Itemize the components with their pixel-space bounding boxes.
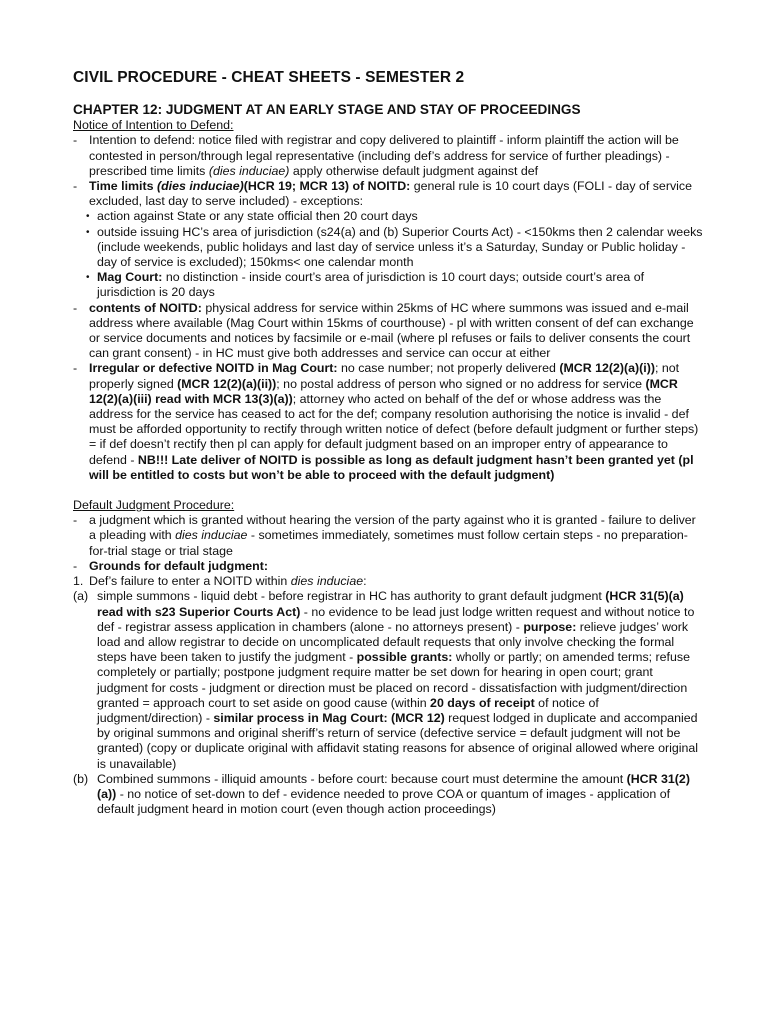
dash-marker: - xyxy=(73,133,78,148)
sub-list-item: • Mag Court: no distinction - inside court’s area of jurisdiction is 10 court days; outside court’s area of jurisdiction is 20 days xyxy=(86,270,645,300)
lettered-item: (a) simple summons - liquid debt - before registrar in HC has authority to grant default judgment (HCR 31(5)(a) read with s23 Superior Courts Act) - no evidence to be lead just lodge written request and without notice to def - registrar assess application in chambers (alone - no attorneys present) - purpose: relieve judges’ work load and allow registrar to decide on uncomplicated default requests that only involve checking the formal steps have been taken to justify the judgment - possible grants: wholly or partly; on amended terms; refuse completely or partially; postpone judgment require matter be set down for hearing in open court; grant judgment for costs - judgment or direction must be placed on record - dissatisfaction with judgment/direction granted = approach court to set aside on good cause (within 20 days of receipt of notice of judgment/direction) - similar process in Mag Court: (MCR 12) request lodged in duplicate and accompanied by original summons and original sheriff’s return of service (defective service = default judgment will not be granted) (copy or duplicate original with affidavit stating reasons for absence of original allowed where original is unavailable) xyxy=(73,589,699,771)
dash-marker: - xyxy=(73,558,78,573)
list-item: - a judgment which is granted without hearing the version of the party against who it is granted - failure to deliver a pleading with dies induciae - sometimes immediately, sometimes must follow certain steps - no preparation-for-trial stage or trial stage xyxy=(73,513,696,558)
document-title: CIVIL PROCEDURE - CHEAT SHEETS - SEMESTER 2 xyxy=(73,69,465,86)
dash-marker: - xyxy=(73,179,78,194)
list-item: - Intention to defend: notice filed with registrar and copy delivered to plaintiff - inform plaintiff the action will be contested in person/through legal representative (including def’s address for service of further pleadings) - prescribed time limits (dies induciae) apply otherwise default judgment against def xyxy=(73,133,679,178)
number-marker: 1. xyxy=(73,574,84,589)
list-item: - Irregular or defective NOITD in Mag Court: no case number; not properly delivered (MCR 12(2)(a)(i)); not properly signed (MCR 12(2)(a)(ii)); no postal address of person who signed or no address for service (MCR 12(2)(a)(iii) read with MCR 13(3)(a)); attorney who acted on behalf of the def or whose address was the address for the service has ceased to act for the def; company resolution authorising the notice is invalid - def must be afforded opportunity to rectify through written notice of defect (before default judgment or further steps) = if def doesn’t rectify then pl can apply for default judgment based on an improper entry of appearance to defend - NB!!! Late deliver of NOITD is possible as long as default judgment hasn’t been granted yet (pl will be entitled to costs but won’t be able to proceed with the default judgment) xyxy=(73,361,699,482)
section-heading-noitd: Notice of Intention to Defend: xyxy=(73,118,234,133)
list-item: - Time limits (dies induciae)(HCR 19; MCR 13) of NOITD: general rule is 10 court days (FOLI - day of service excluded, last day to serve included) - exceptions: xyxy=(73,179,692,209)
lettered-item: (b) Combined summons - illiquid amounts - before court: because court must determine the amount (HCR 31(2)(a)) - no notice of set-down to def - evidence needed to prove COA or quantum of images - application of default judgment heard in motion court (even though action proceedings) xyxy=(73,771,690,817)
sub-list-item: • outside issuing HC’s area of jurisdiction (s24(a) and (b) Superior Courts Act) - <150kms then 2 calendar weeks (include weekends, public holidays and last day of service unless it’s a Saturday, Sunday or Public holiday - day of service is excluded); 150kms< one calendar month xyxy=(86,224,703,270)
list-item: - contents of NOITD: physical address for service within 25kms of HC where summons was issued and e-mail address where available (Mag Court within 15kms of courthouse) - pl with written consent of def can exchange or service documents and notices by facsimile or e-mail (where pl refuses or fails to deliver consents the court can grant consent) - in HC must give both addresses and service can occur at either xyxy=(73,300,694,361)
sub-list-item: • action against State or any state official then 20 court days xyxy=(86,209,418,224)
dash-marker: - xyxy=(73,361,78,376)
bullet-marker: • xyxy=(86,272,90,284)
section-heading-default-judgment: Default Judgment Procedure: xyxy=(73,498,235,513)
bullet-marker: • xyxy=(86,226,90,238)
list-item: - Grounds for default judgment: xyxy=(73,558,268,573)
letter-marker: (a) xyxy=(73,589,89,604)
dash-marker: - xyxy=(73,513,78,528)
letter-marker: (b) xyxy=(73,771,89,786)
bullet-marker: • xyxy=(86,211,90,223)
chapter-heading: CHAPTER 12: JUDGMENT AT AN EARLY STAGE AND STAY OF PROCEEDINGS xyxy=(73,102,581,118)
numbered-item: 1. Def’s failure to enter a NOITD within dies induciae: xyxy=(73,574,367,589)
spacer xyxy=(73,483,706,498)
dash-marker: - xyxy=(73,300,78,315)
